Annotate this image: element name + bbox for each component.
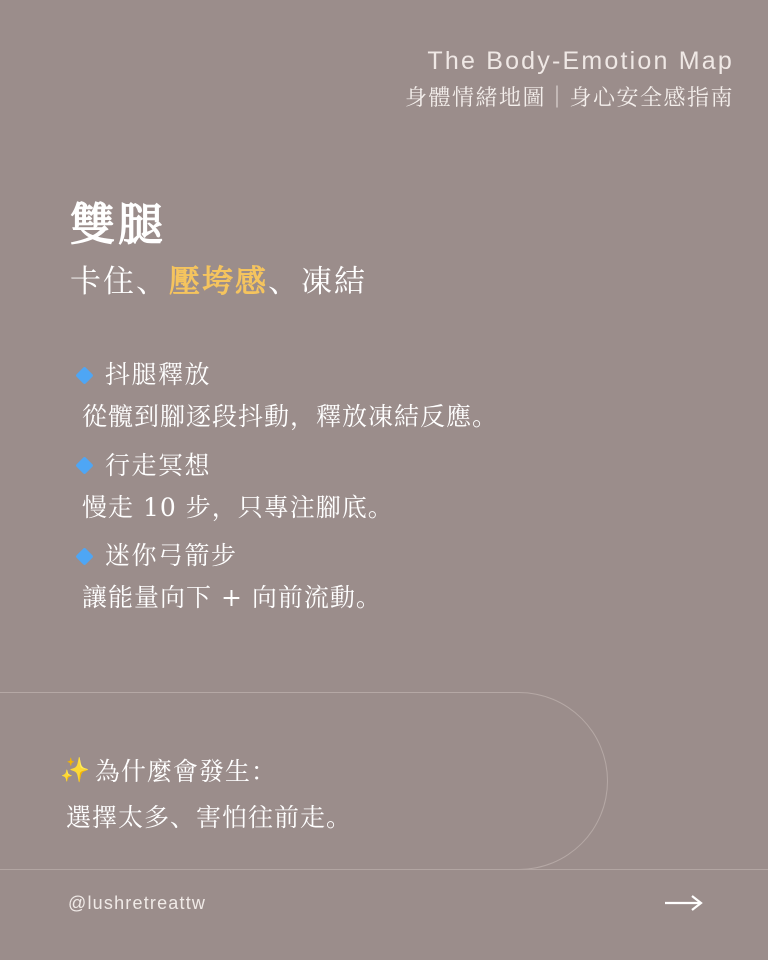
list-item-title: 迷你弓箭步 bbox=[105, 541, 238, 570]
diamond-icon bbox=[75, 456, 93, 474]
arrow-right-icon[interactable] bbox=[664, 892, 706, 914]
list-item-title: 行走冥想 bbox=[105, 450, 212, 480]
sparkle-icon: ✨ bbox=[60, 756, 91, 784]
subtitle-highlight: 壓垮感 bbox=[169, 263, 268, 300]
explanation-panel-text: 選擇太多、害怕往前走。 bbox=[66, 803, 353, 832]
practice-list bbox=[72, 355, 692, 627]
list-item-description: 慢走 10 步，只專注腳底。 bbox=[82, 492, 394, 522]
subtitle-part-2: 、凍結 bbox=[268, 263, 367, 300]
list-item-header bbox=[72, 355, 692, 395]
footer-divider bbox=[0, 869, 768, 870]
account-handle: @lushretreattw bbox=[68, 893, 207, 913]
list-item-header bbox=[72, 536, 692, 576]
list-item bbox=[72, 446, 692, 525]
list-item-description: 讓能量向下 + 向前流動。 bbox=[82, 583, 382, 612]
diamond-icon bbox=[75, 366, 93, 384]
diamond-icon bbox=[75, 547, 93, 565]
header bbox=[405, 46, 734, 113]
list-item-description: 從髖到腳逐段抖動，釋放凍結反應。 bbox=[82, 402, 499, 431]
subtitle-part-1: 卡住、 bbox=[70, 263, 169, 300]
list-item bbox=[72, 536, 692, 615]
explanation-panel-title-text: 為什麼會發生： bbox=[94, 757, 277, 786]
page-title: 雙腿 bbox=[70, 198, 167, 251]
header-title-en: The Body-Emotion Map bbox=[427, 47, 734, 75]
list-item-header bbox=[72, 446, 692, 486]
title-block bbox=[70, 200, 367, 301]
explanation-panel-title bbox=[60, 752, 277, 788]
page-subtitle bbox=[70, 264, 367, 301]
list-item bbox=[72, 355, 692, 434]
header-title-zh: 身體情緒地圖｜身心安全感指南 bbox=[404, 85, 734, 110]
list-item-title: 抖腿釋放 bbox=[105, 360, 212, 389]
